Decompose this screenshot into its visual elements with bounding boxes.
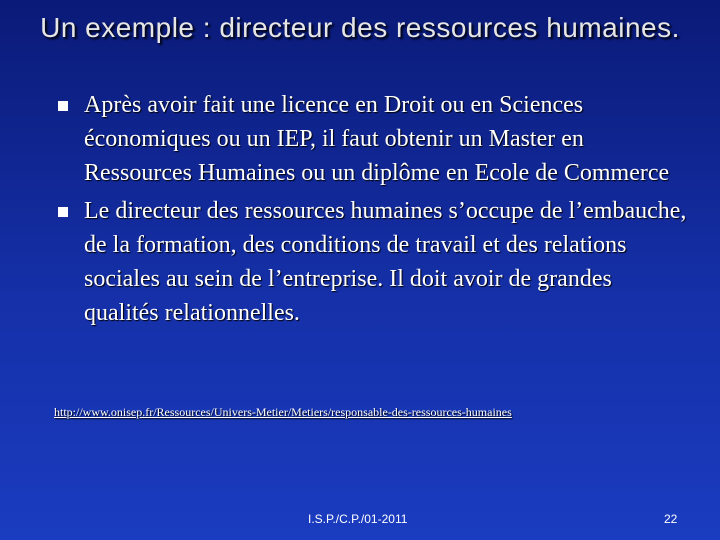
bullet-text: Après avoir fait une licence en Droit ou en Sciences économiques ou un IEP, il faut obtenir un Master en Ressources Humaines ou un diplôme en Ecole de Commerce bbox=[84, 92, 670, 186]
source-link[interactable]: http://www.onisep.fr/Ressources/Univers-Metier/Metiers/responsable-des-ressources-humaines bbox=[54, 405, 512, 419]
square-bullet-icon bbox=[58, 207, 68, 217]
page-number: 22 bbox=[664, 512, 678, 526]
bullet-text: Le directeur des ressources humaines s’occupe de l’embauche, de la formation, des conditions de travail et des relations sociales au sein de l’entreprise. Il doit avoir de grandes qualités relationnelles. bbox=[84, 198, 687, 326]
square-bullet-icon bbox=[58, 101, 68, 111]
footer-text: I.S.P./C.P./01-2011 bbox=[308, 512, 408, 526]
list-item bbox=[50, 88, 690, 190]
list-item bbox=[50, 194, 690, 330]
slide-title: Un exemple : directeur des ressources humaines. bbox=[40, 12, 680, 43]
bullet-list bbox=[50, 88, 690, 334]
